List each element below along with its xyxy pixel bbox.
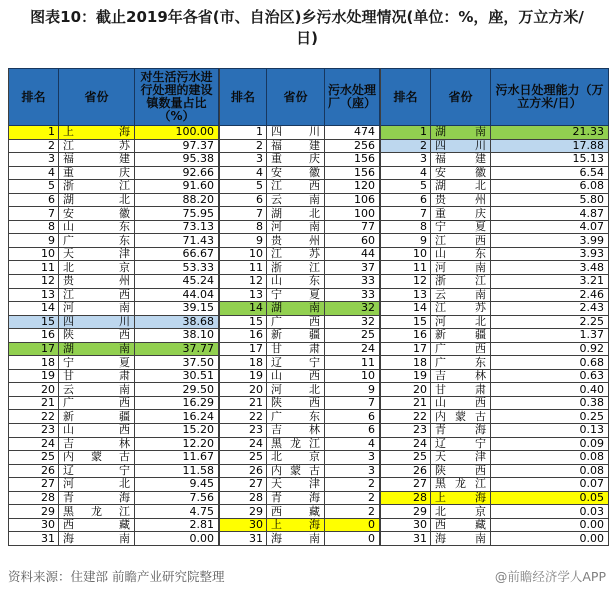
rank-cell: 18 bbox=[9, 356, 59, 370]
rank-cell: 29 bbox=[381, 505, 431, 519]
province-cell: 内 蒙 古 bbox=[59, 451, 135, 465]
province-cell: 四 川 bbox=[431, 140, 491, 154]
column-header: 污水处理厂（座） bbox=[325, 69, 380, 126]
rank-cell: 19 bbox=[381, 370, 431, 384]
value-cell: 45.24 bbox=[135, 275, 219, 289]
value-cell: 97.37 bbox=[135, 140, 219, 154]
province-cell: 贵 州 bbox=[267, 234, 325, 248]
value-cell: 25 bbox=[325, 329, 380, 343]
province-cell: 内 蒙 古 bbox=[267, 465, 325, 479]
rank-cell: 8 bbox=[220, 221, 267, 235]
province-cell: 甘 肃 bbox=[59, 370, 135, 384]
province-cell: 辽 宁 bbox=[431, 438, 491, 452]
value-cell: 71.43 bbox=[135, 234, 219, 248]
rank-cell: 22 bbox=[9, 410, 59, 424]
province-cell: 江 西 bbox=[431, 234, 491, 248]
value-cell: 44.04 bbox=[135, 289, 219, 303]
rank-cell: 21 bbox=[9, 397, 59, 411]
value-cell: 256 bbox=[325, 140, 380, 154]
value-cell: 21.33 bbox=[491, 126, 609, 140]
province-cell: 安 徽 bbox=[267, 167, 325, 181]
rank-cell: 3 bbox=[381, 153, 431, 167]
province-cell: 河 北 bbox=[59, 478, 135, 492]
value-cell: 1.37 bbox=[491, 329, 609, 343]
province-cell: 福 建 bbox=[267, 140, 325, 154]
column-header: 排名 bbox=[381, 69, 431, 126]
value-cell: 0.08 bbox=[491, 465, 609, 479]
province-cell: 黑 龙 江 bbox=[267, 438, 325, 452]
province-cell: 陕 西 bbox=[267, 397, 325, 411]
figure-title: 图表10：截止2019年各省(市、自治区)乡污水处理情况(单位：%，座，万立方米/日) bbox=[30, 8, 584, 47]
rank-cell: 18 bbox=[220, 356, 267, 370]
value-cell: 16.29 bbox=[135, 397, 219, 411]
province-cell: 重 庆 bbox=[267, 153, 325, 167]
rank-cell: 20 bbox=[220, 383, 267, 397]
province-cell: 湖 北 bbox=[267, 207, 325, 221]
value-cell: 12.20 bbox=[135, 438, 219, 452]
value-cell: 0.68 bbox=[491, 356, 609, 370]
value-cell: 92.66 bbox=[135, 167, 219, 181]
rank-cell: 18 bbox=[381, 356, 431, 370]
rank-cell: 16 bbox=[381, 329, 431, 343]
footer bbox=[8, 567, 606, 585]
province-cell: 宁 夏 bbox=[267, 289, 325, 303]
rank-cell: 30 bbox=[381, 519, 431, 533]
rank-cell: 14 bbox=[220, 302, 267, 316]
province-cell: 湖 北 bbox=[59, 194, 135, 208]
value-cell: 100.00 bbox=[135, 126, 219, 140]
rank-cell: 30 bbox=[9, 519, 59, 533]
rank-cell: 27 bbox=[220, 478, 267, 492]
value-cell: 9 bbox=[325, 383, 380, 397]
province-cell: 河 南 bbox=[431, 261, 491, 275]
province-cell: 西 藏 bbox=[267, 505, 325, 519]
value-cell: 3.93 bbox=[491, 248, 609, 262]
value-cell: 75.95 bbox=[135, 207, 219, 221]
province-cell: 广 东 bbox=[431, 356, 491, 370]
province-cell: 云 南 bbox=[431, 289, 491, 303]
value-cell: 100 bbox=[325, 207, 380, 221]
table-town-treatment-ratio bbox=[8, 68, 219, 546]
value-cell: 16.24 bbox=[135, 410, 219, 424]
value-cell: 0.00 bbox=[491, 532, 609, 546]
rank-cell: 31 bbox=[381, 532, 431, 546]
rank-cell: 2 bbox=[220, 140, 267, 154]
rank-cell: 17 bbox=[9, 343, 59, 357]
column-header: 排名 bbox=[220, 69, 267, 126]
value-cell: 11.58 bbox=[135, 465, 219, 479]
province-cell: 安 徽 bbox=[59, 207, 135, 221]
value-cell: 5.80 bbox=[491, 194, 609, 208]
province-cell: 福 建 bbox=[431, 153, 491, 167]
value-cell: 73.13 bbox=[135, 221, 219, 235]
value-cell: 11 bbox=[325, 356, 380, 370]
province-cell: 四 川 bbox=[267, 126, 325, 140]
province-cell: 天 津 bbox=[431, 451, 491, 465]
value-cell: 0.03 bbox=[491, 505, 609, 519]
rank-cell: 19 bbox=[9, 370, 59, 384]
value-cell: 17.88 bbox=[491, 140, 609, 154]
rank-cell: 24 bbox=[381, 438, 431, 452]
rank-cell: 11 bbox=[381, 261, 431, 275]
rank-cell: 15 bbox=[9, 316, 59, 330]
value-cell: 3.48 bbox=[491, 261, 609, 275]
value-cell: 37 bbox=[325, 261, 380, 275]
column-header: 省份 bbox=[59, 69, 135, 126]
value-cell: 53.33 bbox=[135, 261, 219, 275]
province-cell: 浙 江 bbox=[267, 261, 325, 275]
value-cell: 6.54 bbox=[491, 167, 609, 181]
rank-cell: 23 bbox=[381, 424, 431, 438]
value-cell: 6 bbox=[325, 424, 380, 438]
province-cell: 吉 林 bbox=[267, 424, 325, 438]
province-cell: 广 西 bbox=[267, 316, 325, 330]
rank-cell: 25 bbox=[220, 451, 267, 465]
province-cell: 山 东 bbox=[431, 248, 491, 262]
province-cell: 吉 林 bbox=[431, 370, 491, 384]
province-cell: 陕 西 bbox=[431, 465, 491, 479]
rank-cell: 8 bbox=[9, 221, 59, 235]
province-cell: 吉 林 bbox=[59, 438, 135, 452]
province-cell: 江 西 bbox=[267, 180, 325, 194]
value-cell: 33 bbox=[325, 289, 380, 303]
rank-cell: 27 bbox=[381, 478, 431, 492]
rank-cell: 26 bbox=[9, 465, 59, 479]
rank-cell: 19 bbox=[220, 370, 267, 384]
rank-cell: 5 bbox=[9, 180, 59, 194]
province-cell: 青 海 bbox=[267, 492, 325, 506]
column-header: 排名 bbox=[9, 69, 59, 126]
value-cell: 2 bbox=[325, 478, 380, 492]
rank-cell: 5 bbox=[381, 180, 431, 194]
rank-cell: 14 bbox=[381, 302, 431, 316]
province-cell: 四 川 bbox=[59, 316, 135, 330]
province-cell: 安 徽 bbox=[431, 167, 491, 181]
value-cell: 0.63 bbox=[491, 370, 609, 384]
value-cell: 0.05 bbox=[491, 492, 609, 506]
province-cell: 山 西 bbox=[59, 424, 135, 438]
rank-cell: 20 bbox=[381, 383, 431, 397]
value-cell: 37.50 bbox=[135, 356, 219, 370]
province-cell: 黑 龙 江 bbox=[431, 478, 491, 492]
rank-cell: 7 bbox=[220, 207, 267, 221]
province-cell: 重 庆 bbox=[59, 167, 135, 181]
value-cell: 3 bbox=[325, 465, 380, 479]
rank-cell: 16 bbox=[9, 329, 59, 343]
value-cell: 0.40 bbox=[491, 383, 609, 397]
province-cell: 上 海 bbox=[267, 519, 325, 533]
province-cell: 湖 南 bbox=[59, 343, 135, 357]
value-cell: 2 bbox=[325, 505, 380, 519]
value-cell: 2.81 bbox=[135, 519, 219, 533]
rank-cell: 29 bbox=[9, 505, 59, 519]
rank-cell: 13 bbox=[9, 289, 59, 303]
province-cell: 江 苏 bbox=[431, 302, 491, 316]
value-cell: 2 bbox=[325, 492, 380, 506]
rank-cell: 2 bbox=[381, 140, 431, 154]
rank-cell: 22 bbox=[381, 410, 431, 424]
rank-cell: 12 bbox=[381, 275, 431, 289]
province-cell: 上 海 bbox=[59, 126, 135, 140]
value-cell: 91.60 bbox=[135, 180, 219, 194]
province-cell: 甘 肃 bbox=[267, 343, 325, 357]
province-cell: 陕 西 bbox=[59, 329, 135, 343]
rank-cell: 12 bbox=[220, 275, 267, 289]
rank-cell: 17 bbox=[381, 343, 431, 357]
rank-cell: 3 bbox=[220, 153, 267, 167]
rank-cell: 9 bbox=[381, 234, 431, 248]
rank-cell: 23 bbox=[220, 424, 267, 438]
value-cell: 4.75 bbox=[135, 505, 219, 519]
value-cell: 33 bbox=[325, 275, 380, 289]
rank-cell: 2 bbox=[9, 140, 59, 154]
value-cell: 0.09 bbox=[491, 438, 609, 452]
province-cell: 黑 龙 江 bbox=[59, 505, 135, 519]
province-cell: 广 东 bbox=[267, 410, 325, 424]
province-cell: 江 西 bbox=[59, 289, 135, 303]
rank-cell: 7 bbox=[9, 207, 59, 221]
province-cell: 浙 江 bbox=[59, 180, 135, 194]
value-cell: 29.50 bbox=[135, 383, 219, 397]
province-cell: 广 东 bbox=[59, 234, 135, 248]
province-cell: 贵 州 bbox=[431, 194, 491, 208]
rank-cell: 5 bbox=[220, 180, 267, 194]
value-cell: 106 bbox=[325, 194, 380, 208]
table-treatment-plants bbox=[219, 68, 380, 546]
value-cell: 0.08 bbox=[491, 451, 609, 465]
column-header: 省份 bbox=[267, 69, 325, 126]
province-cell: 宁 夏 bbox=[59, 356, 135, 370]
province-cell: 贵 州 bbox=[59, 275, 135, 289]
value-cell: 37.77 bbox=[135, 343, 219, 357]
province-cell: 江 苏 bbox=[59, 140, 135, 154]
value-cell: 4.87 bbox=[491, 207, 609, 221]
rank-cell: 12 bbox=[9, 275, 59, 289]
value-cell: 44 bbox=[325, 248, 380, 262]
province-cell: 北 京 bbox=[59, 261, 135, 275]
rank-cell: 24 bbox=[9, 438, 59, 452]
value-cell: 0.38 bbox=[491, 397, 609, 411]
value-cell: 0.13 bbox=[491, 424, 609, 438]
rank-cell: 15 bbox=[381, 316, 431, 330]
rank-cell: 9 bbox=[9, 234, 59, 248]
value-cell: 3.99 bbox=[491, 234, 609, 248]
province-cell: 内 蒙 古 bbox=[431, 410, 491, 424]
value-cell: 0.00 bbox=[491, 519, 609, 533]
rank-cell: 6 bbox=[9, 194, 59, 208]
rank-cell: 14 bbox=[9, 302, 59, 316]
province-cell: 山 西 bbox=[267, 370, 325, 384]
value-cell: 38.10 bbox=[135, 329, 219, 343]
province-cell: 重 庆 bbox=[431, 207, 491, 221]
value-cell: 0.00 bbox=[135, 532, 219, 546]
value-cell: 0.25 bbox=[491, 410, 609, 424]
value-cell: 88.20 bbox=[135, 194, 219, 208]
rank-cell: 6 bbox=[220, 194, 267, 208]
value-cell: 77 bbox=[325, 221, 380, 235]
value-cell: 0.92 bbox=[491, 343, 609, 357]
rank-cell: 25 bbox=[9, 451, 59, 465]
rank-cell: 31 bbox=[9, 532, 59, 546]
rank-cell: 10 bbox=[220, 248, 267, 262]
province-cell: 辽 宁 bbox=[59, 465, 135, 479]
province-cell: 广 西 bbox=[59, 397, 135, 411]
rank-cell: 28 bbox=[9, 492, 59, 506]
rank-cell: 9 bbox=[220, 234, 267, 248]
province-cell: 浙 江 bbox=[431, 275, 491, 289]
value-cell: 15.13 bbox=[491, 153, 609, 167]
source-note: 资料来源：住建部 前瞻产业研究院整理 bbox=[8, 569, 225, 584]
province-cell: 山 东 bbox=[267, 275, 325, 289]
rank-cell: 30 bbox=[220, 519, 267, 533]
rank-cell: 3 bbox=[9, 153, 59, 167]
province-cell: 青 海 bbox=[431, 424, 491, 438]
province-cell: 辽 宁 bbox=[267, 356, 325, 370]
value-cell: 38.68 bbox=[135, 316, 219, 330]
province-cell: 山 东 bbox=[59, 221, 135, 235]
province-cell: 上 海 bbox=[431, 492, 491, 506]
value-cell: 11.67 bbox=[135, 451, 219, 465]
rank-cell: 22 bbox=[220, 410, 267, 424]
rank-cell: 17 bbox=[220, 343, 267, 357]
rank-cell: 11 bbox=[220, 261, 267, 275]
rank-cell: 8 bbox=[381, 221, 431, 235]
province-cell: 新 疆 bbox=[267, 329, 325, 343]
rank-cell: 1 bbox=[220, 126, 267, 140]
province-cell: 云 南 bbox=[267, 194, 325, 208]
value-cell: 2.43 bbox=[491, 302, 609, 316]
rank-cell: 1 bbox=[9, 126, 59, 140]
province-cell: 河 南 bbox=[267, 221, 325, 235]
ranking-tables-container bbox=[8, 68, 609, 546]
value-cell: 6 bbox=[325, 410, 380, 424]
value-cell: 7 bbox=[325, 397, 380, 411]
province-cell: 西 藏 bbox=[59, 519, 135, 533]
province-cell: 海 南 bbox=[431, 532, 491, 546]
province-cell: 海 南 bbox=[59, 532, 135, 546]
province-cell: 天 津 bbox=[59, 248, 135, 262]
province-cell: 宁 夏 bbox=[431, 221, 491, 235]
value-cell: 2.46 bbox=[491, 289, 609, 303]
value-cell: 60 bbox=[325, 234, 380, 248]
value-cell: 7.56 bbox=[135, 492, 219, 506]
value-cell: 4.07 bbox=[491, 221, 609, 235]
rank-cell: 6 bbox=[381, 194, 431, 208]
province-cell: 云 南 bbox=[59, 383, 135, 397]
column-header: 对生活污水进行处理的建设镇数量占比（%） bbox=[135, 69, 219, 126]
rank-cell: 4 bbox=[9, 167, 59, 181]
rank-cell: 21 bbox=[220, 397, 267, 411]
province-cell: 北 京 bbox=[431, 505, 491, 519]
value-cell: 30.51 bbox=[135, 370, 219, 384]
value-cell: 24 bbox=[325, 343, 380, 357]
rank-cell: 10 bbox=[381, 248, 431, 262]
value-cell: 0 bbox=[325, 519, 380, 533]
rank-cell: 13 bbox=[381, 289, 431, 303]
value-cell: 156 bbox=[325, 167, 380, 181]
rank-cell: 27 bbox=[9, 478, 59, 492]
value-cell: 9.45 bbox=[135, 478, 219, 492]
value-cell: 39.15 bbox=[135, 302, 219, 316]
rank-cell: 4 bbox=[220, 167, 267, 181]
rank-cell: 10 bbox=[9, 248, 59, 262]
rank-cell: 16 bbox=[220, 329, 267, 343]
value-cell: 0.07 bbox=[491, 478, 609, 492]
province-cell: 海 南 bbox=[267, 532, 325, 546]
province-cell: 西 藏 bbox=[431, 519, 491, 533]
rank-cell: 26 bbox=[220, 465, 267, 479]
value-cell: 120 bbox=[325, 180, 380, 194]
province-cell: 山 西 bbox=[431, 397, 491, 411]
value-cell: 32 bbox=[325, 316, 380, 330]
column-header: 省份 bbox=[431, 69, 491, 126]
province-cell: 河 北 bbox=[431, 316, 491, 330]
rank-cell: 20 bbox=[9, 383, 59, 397]
brand-credit: @前瞻经济学人APP bbox=[494, 569, 606, 584]
value-cell: 0 bbox=[325, 532, 380, 546]
rank-cell: 28 bbox=[381, 492, 431, 506]
value-cell: 474 bbox=[325, 126, 380, 140]
province-cell: 天 津 bbox=[267, 478, 325, 492]
province-cell: 河 南 bbox=[59, 302, 135, 316]
rank-cell: 23 bbox=[9, 424, 59, 438]
value-cell: 3 bbox=[325, 451, 380, 465]
rank-cell: 1 bbox=[381, 126, 431, 140]
rank-cell: 28 bbox=[220, 492, 267, 506]
rank-cell: 21 bbox=[381, 397, 431, 411]
value-cell: 95.38 bbox=[135, 153, 219, 167]
rank-cell: 15 bbox=[220, 316, 267, 330]
column-header: 污水日处理能力（万立方米/日） bbox=[491, 69, 609, 126]
value-cell: 156 bbox=[325, 153, 380, 167]
province-cell: 湖 南 bbox=[267, 302, 325, 316]
province-cell: 湖 南 bbox=[431, 126, 491, 140]
table-daily-capacity bbox=[380, 68, 609, 546]
value-cell: 66.67 bbox=[135, 248, 219, 262]
province-cell: 甘 肃 bbox=[431, 383, 491, 397]
rank-cell: 4 bbox=[381, 167, 431, 181]
rank-cell: 11 bbox=[9, 261, 59, 275]
province-cell: 广 西 bbox=[431, 343, 491, 357]
value-cell: 2.25 bbox=[491, 316, 609, 330]
value-cell: 6.08 bbox=[491, 180, 609, 194]
rank-cell: 31 bbox=[220, 532, 267, 546]
province-cell: 河 北 bbox=[267, 383, 325, 397]
rank-cell: 13 bbox=[220, 289, 267, 303]
province-cell: 福 建 bbox=[59, 153, 135, 167]
rank-cell: 29 bbox=[220, 505, 267, 519]
province-cell: 北 京 bbox=[267, 451, 325, 465]
value-cell: 10 bbox=[325, 370, 380, 384]
rank-cell: 24 bbox=[220, 438, 267, 452]
value-cell: 4 bbox=[325, 438, 380, 452]
rank-cell: 7 bbox=[381, 207, 431, 221]
province-cell: 青 海 bbox=[59, 492, 135, 506]
province-cell: 江 苏 bbox=[267, 248, 325, 262]
province-cell: 新 疆 bbox=[59, 410, 135, 424]
value-cell: 15.20 bbox=[135, 424, 219, 438]
rank-cell: 26 bbox=[381, 465, 431, 479]
value-cell: 3.21 bbox=[491, 275, 609, 289]
rank-cell: 25 bbox=[381, 451, 431, 465]
value-cell: 32 bbox=[325, 302, 380, 316]
province-cell: 新 疆 bbox=[431, 329, 491, 343]
province-cell: 湖 北 bbox=[431, 180, 491, 194]
